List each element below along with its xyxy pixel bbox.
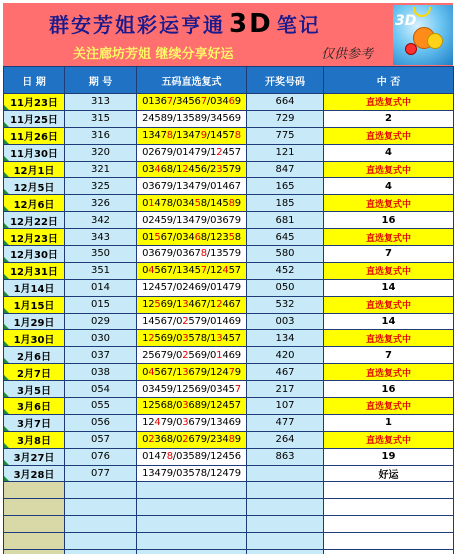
cell-date[interactable]: 1月14日 (4, 279, 65, 296)
table-row[interactable] (4, 195, 454, 212)
combo-digits: /034 (206, 96, 229, 108)
cell-issue[interactable]: 325 (65, 178, 137, 195)
combo-digits: /1347 (172, 130, 201, 142)
table-row[interactable] (4, 144, 454, 161)
cell-issue[interactable]: 030 (65, 330, 137, 347)
combo-hit-digit: 1 (148, 197, 155, 209)
cell-hit[interactable]: 14 (324, 313, 454, 330)
cell-issue[interactable]: 077 (65, 465, 137, 482)
combo-digits: 567/1345 (154, 265, 201, 277)
combo-digits: 0136 (142, 96, 167, 108)
cell-draw[interactable]: 729 (247, 110, 324, 127)
table-row[interactable] (4, 364, 454, 381)
cell-hit[interactable]: 直选复式中 (324, 398, 454, 415)
table-row[interactable] (4, 246, 454, 263)
empty-row[interactable] (4, 499, 454, 516)
empty-cell[interactable] (247, 482, 324, 499)
cell-date[interactable]: 3月28日 (4, 465, 65, 482)
empty-cell[interactable] (137, 516, 247, 533)
combo-hit-digit: 7 (200, 96, 207, 108)
cell-draw[interactable]: 134 (247, 330, 324, 347)
cell-draw[interactable]: 467 (247, 364, 324, 381)
cell-draw[interactable]: 050 (247, 279, 324, 296)
combo-hit-digit: 2 (216, 147, 223, 159)
combo-digits: 469 (222, 349, 241, 361)
combo-digits: 0 (142, 265, 149, 277)
table-row[interactable] (4, 448, 454, 465)
cell-draw[interactable]: 003 (247, 313, 324, 330)
cell-date[interactable]: 11月30日 (4, 144, 65, 161)
combo-digits: 0147 (142, 451, 167, 463)
cell-draw[interactable]: 264 (247, 431, 324, 448)
combo-digits: 569/0 (154, 332, 183, 344)
empty-cell[interactable] (247, 533, 324, 550)
empty-cell[interactable] (324, 499, 454, 516)
empty-cell[interactable] (324, 550, 454, 554)
cell-hit[interactable]: 16 (324, 381, 454, 398)
empty-cell[interactable] (4, 550, 65, 554)
empty-cell[interactable] (324, 482, 454, 499)
cell-issue[interactable]: 015 (65, 296, 137, 313)
cell-combo[interactable] (137, 364, 247, 381)
cell-combo[interactable] (137, 330, 247, 347)
cell-draw[interactable]: 452 (247, 262, 324, 279)
combo-digits: /3456 (172, 96, 201, 108)
combo-hit-digit: 8 (166, 451, 173, 463)
table-header-row (4, 67, 454, 94)
cell-combo[interactable] (137, 127, 247, 144)
cell-hit[interactable]: 4 (324, 144, 454, 161)
cell-issue[interactable]: 342 (65, 212, 137, 229)
combo-hit-digit: 8 (200, 248, 207, 260)
combo-hit-digit: 8 (228, 434, 235, 446)
table-row[interactable] (4, 262, 454, 279)
cell-draw[interactable]: 847 (247, 161, 324, 178)
combo-digits: 14567/0 (142, 316, 183, 328)
empty-cell[interactable] (4, 499, 65, 516)
cell-combo[interactable] (137, 195, 247, 212)
combo-hit-digit: 8 (228, 197, 235, 209)
cell-draw[interactable]: 532 (247, 296, 324, 313)
cell-combo[interactable] (137, 178, 247, 195)
empty-cell[interactable] (4, 533, 65, 550)
header-banner (3, 3, 453, 66)
combo-hit-digit: 2 (182, 434, 189, 446)
cell-hit[interactable]: 直选复式中 (324, 161, 454, 178)
cell-combo[interactable] (137, 347, 247, 364)
cell-issue[interactable]: 320 (65, 144, 137, 161)
empty-cell[interactable] (65, 550, 137, 554)
cell-hit[interactable]: 直选复式中 (324, 296, 454, 313)
combo-hit-digit: 4 (222, 265, 229, 277)
empty-cell[interactable] (4, 482, 65, 499)
empty-cell[interactable] (137, 550, 247, 554)
combo-digits: 679/124 (188, 366, 229, 378)
combo-digits: 12568/0 (142, 400, 183, 412)
combo-digits: 69/1 (160, 299, 183, 311)
header-combo[interactable]: 五码直选复式 (137, 67, 247, 94)
combo-digits: 567/1 (154, 366, 183, 378)
cell-hit[interactable]: 4 (324, 178, 454, 195)
empty-cell[interactable] (247, 550, 324, 554)
combo-digits: 456/2 (188, 164, 217, 175)
cell-combo[interactable] (137, 94, 247, 111)
ball-icon (427, 33, 443, 49)
cell-date[interactable]: 12月23日 (4, 229, 65, 246)
lottery-table (3, 66, 454, 554)
combo-digits: 9 (234, 197, 241, 209)
cell-draw[interactable]: 775 (247, 127, 324, 144)
ball-icon (405, 43, 417, 55)
empty-cell[interactable] (65, 533, 137, 550)
cell-date[interactable]: 12月22日 (4, 212, 65, 229)
cell-date[interactable]: 11月26日 (4, 127, 65, 144)
cell-draw[interactable]: 420 (247, 347, 324, 364)
cell-hit[interactable]: 7 (324, 347, 454, 364)
combo-digits: 689/12457 (188, 400, 241, 412)
cell-hit[interactable]: 直选复式中 (324, 195, 454, 212)
table-row[interactable] (4, 330, 454, 347)
cell-date[interactable]: 3月6日 (4, 398, 65, 415)
cell-issue[interactable]: 315 (65, 110, 137, 127)
cell-date[interactable]: 11月23日 (4, 94, 65, 111)
empty-cell[interactable] (137, 533, 247, 550)
empty-cell[interactable] (137, 482, 247, 499)
empty-cell[interactable] (65, 516, 137, 533)
cell-date[interactable]: 12月31日 (4, 262, 65, 279)
cell-draw[interactable]: 645 (247, 229, 324, 246)
cell-draw[interactable] (247, 465, 324, 482)
table-row[interactable] (4, 398, 454, 415)
cell-hit[interactable]: 直选复式中 (324, 330, 454, 347)
banner-title (49, 9, 379, 37)
combo-hit-digit: 3 (216, 332, 223, 344)
combo-hit-digit: 2 (182, 349, 189, 361)
cell-hit[interactable]: 直选复式中 (324, 364, 454, 381)
combo-digits: 8 (234, 231, 241, 243)
cell-draw[interactable]: 217 (247, 381, 324, 398)
cell-combo[interactable] (137, 448, 247, 465)
title-part1: 群安芳姐彩运亨通 (49, 13, 225, 37)
combo-hit-digit: 3 (216, 164, 223, 175)
cell-date[interactable]: 12月6日 (4, 195, 65, 212)
cell-date[interactable]: 3月8日 (4, 431, 65, 448)
combo-digits: 0 (142, 197, 149, 209)
combo-digits: 467 (222, 299, 241, 311)
cell-date[interactable]: 3月5日 (4, 381, 65, 398)
combo-digits: 9 (234, 366, 241, 378)
combo-digits: 457 (222, 332, 241, 344)
cell-draw[interactable]: 664 (247, 94, 324, 111)
cell-combo[interactable] (137, 414, 247, 431)
cell-issue[interactable]: 321 (65, 161, 137, 178)
cell-date[interactable]: 2月7日 (4, 364, 65, 381)
combo-digits: 0 (142, 366, 149, 378)
cell-combo[interactable] (137, 144, 247, 161)
cell-issue[interactable]: 029 (65, 313, 137, 330)
cell-combo[interactable] (137, 296, 247, 313)
combo-hit-digit: 7 (228, 366, 235, 378)
combo-hit-digit: 8 (166, 130, 173, 142)
empty-row[interactable] (4, 550, 454, 554)
cell-issue[interactable]: 037 (65, 347, 137, 364)
combo-hit-digit: 8 (234, 130, 241, 142)
cell-date[interactable]: 3月7日 (4, 414, 65, 431)
banner-subtitle: 关注廊坊芳姐 继续分享好运 (73, 47, 234, 62)
combo-digits: 03459/12569/0345 (142, 383, 235, 395)
cell-hit[interactable]: 直选复式中 (324, 127, 454, 144)
combo-hit-digit: 9 (200, 130, 207, 142)
combo-digits: 12 (142, 417, 155, 429)
table-row[interactable] (4, 414, 454, 431)
cell-date[interactable]: 12月1日 (4, 161, 65, 178)
table-row[interactable] (4, 431, 454, 448)
empty-cell[interactable] (4, 516, 65, 533)
combo-digits: 1347 (142, 130, 167, 142)
table-row[interactable] (4, 212, 454, 229)
empty-cell[interactable] (65, 482, 137, 499)
cell-combo[interactable] (137, 212, 247, 229)
logo-text: 3D (395, 13, 417, 29)
cell-issue[interactable]: 055 (65, 398, 137, 415)
header-date[interactable]: 日 期 (4, 67, 65, 94)
combo-hit-digit: 7 (200, 265, 207, 277)
combo-digits: 02459/13479/03679 (142, 214, 241, 226)
combo-digits: 368/0 (154, 434, 183, 446)
cell-combo[interactable] (137, 398, 247, 415)
combo-hit-digit: 3 (182, 417, 189, 429)
empty-row[interactable] (4, 482, 454, 499)
cell-issue[interactable]: 313 (65, 94, 137, 111)
combo-digits: 01 (142, 231, 155, 243)
combo-digits: 8/123 (200, 231, 229, 243)
table-row[interactable] (4, 229, 454, 246)
cell-combo[interactable] (137, 279, 247, 296)
combo-hit-digit: 5 (154, 299, 161, 311)
cell-hit[interactable]: 2 (324, 110, 454, 127)
cell-issue[interactable]: 038 (65, 364, 137, 381)
combo-hit-digit: 7 (166, 96, 173, 108)
empty-cell[interactable] (137, 499, 247, 516)
combo-digits: /03589/12456 (172, 451, 241, 463)
combo-digits: 0 (142, 434, 149, 446)
combo-digits: 9 (234, 96, 241, 108)
combo-digits: 578/1 (188, 332, 217, 344)
lottery-logo-icon (393, 5, 453, 65)
header-hit[interactable]: 中 否 (324, 67, 454, 94)
combo-hit-digit: 5 (228, 231, 235, 243)
combo-digits: 03679/13479/01467 (142, 180, 241, 192)
table-row[interactable] (4, 161, 454, 178)
cell-hit[interactable]: 直选复式中 (324, 94, 454, 111)
cell-issue[interactable]: 351 (65, 262, 137, 279)
combo-hit-digit: 4 (154, 164, 161, 175)
cell-draw[interactable]: 185 (247, 195, 324, 212)
combo-digits: 679/234 (188, 434, 229, 446)
combo-digits: 9 (234, 434, 241, 446)
combo-digits: 12 (142, 299, 155, 311)
cell-combo[interactable] (137, 161, 247, 178)
combo-hit-digit: 1 (216, 349, 223, 361)
title-3d: 3D (229, 9, 273, 39)
cell-date[interactable]: 2月6日 (4, 347, 65, 364)
combo-digits: 12457/02469/01479 (142, 282, 241, 294)
combo-hit-digit: 4 (148, 265, 155, 277)
cell-date[interactable]: 1月29日 (4, 313, 65, 330)
combo-digits: 13479/03578/12479 (142, 468, 241, 480)
cell-issue[interactable]: 054 (65, 381, 137, 398)
table-row[interactable] (4, 178, 454, 195)
combo-digits: 1 (142, 332, 149, 344)
table-body (4, 94, 454, 554)
combo-hit-digit: 2 (148, 434, 155, 446)
cell-combo[interactable] (137, 313, 247, 330)
title-part2: 笔记 (276, 13, 321, 37)
combo-hit-digit: 6 (194, 231, 201, 243)
cell-combo[interactable] (137, 229, 247, 246)
combo-hit-digit: 3 (182, 366, 189, 378)
combo-hit-digit: 2 (148, 332, 155, 344)
empty-cell[interactable] (65, 499, 137, 516)
combo-digits: 579/01469 (188, 316, 241, 328)
cell-combo[interactable] (137, 431, 247, 448)
cell-draw[interactable]: 165 (247, 178, 324, 195)
combo-digits: 68/1 (160, 164, 183, 175)
combo-hit-digit: 3 (182, 332, 189, 344)
table-row[interactable] (4, 94, 454, 111)
combo-digits: /1457 (206, 130, 235, 142)
combo-digits: 457 (222, 147, 241, 159)
combo-hit-digit: 3 (182, 400, 189, 412)
combo-digits: /12 (206, 265, 223, 277)
combo-digits: 24589/13589/34569 (142, 113, 241, 125)
cell-hit[interactable]: 14 (324, 279, 454, 296)
cell-hit[interactable]: 19 (324, 448, 454, 465)
empty-cell[interactable] (247, 499, 324, 516)
combo-digits: 569/0 (188, 349, 217, 361)
empty-cell[interactable] (324, 516, 454, 533)
combo-digits: 57 (228, 265, 241, 277)
cell-combo[interactable] (137, 381, 247, 398)
cell-hit[interactable]: 16 (324, 212, 454, 229)
combo-hit-digit: 2 (216, 299, 223, 311)
combo-digits: 478/034 (154, 197, 195, 209)
combo-digits: 579 (222, 164, 241, 175)
cell-issue[interactable]: 057 (65, 431, 137, 448)
cell-issue[interactable]: 343 (65, 229, 137, 246)
combo-hit-digit: 5 (194, 197, 201, 209)
combo-hit-digit: 3 (182, 299, 189, 311)
header-issue[interactable]: 期 号 (65, 67, 137, 94)
cell-draw[interactable]: 121 (247, 144, 324, 161)
cell-hit[interactable]: 直选复式中 (324, 431, 454, 448)
cell-issue[interactable]: 076 (65, 448, 137, 465)
banner-note: 仅供参考 (321, 47, 374, 62)
empty-row[interactable] (4, 533, 454, 550)
cell-date[interactable]: 3月27日 (4, 448, 65, 465)
table-row[interactable] (4, 347, 454, 364)
header-draw[interactable]: 开奖号码 (247, 67, 324, 94)
combo-digits: /13579 (206, 248, 241, 260)
cell-draw[interactable]: 477 (247, 414, 324, 431)
combo-hit-digit: 2 (182, 316, 189, 328)
combo-hit-digit: 2 (182, 164, 189, 175)
cell-draw[interactable]: 681 (247, 212, 324, 229)
empty-cell[interactable] (324, 533, 454, 550)
cell-combo[interactable] (137, 262, 247, 279)
empty-cell[interactable] (247, 516, 324, 533)
combo-digits: 02679/01479/1 (142, 147, 217, 159)
cell-draw[interactable]: 863 (247, 448, 324, 465)
cell-issue[interactable]: 326 (65, 195, 137, 212)
empty-row[interactable] (4, 516, 454, 533)
cell-issue[interactable]: 056 (65, 414, 137, 431)
cell-draw[interactable]: 580 (247, 246, 324, 263)
cell-combo[interactable] (137, 110, 247, 127)
combo-digits: 03679/0367 (142, 248, 201, 260)
table-row[interactable] (4, 465, 454, 482)
combo-digits: 467/1 (188, 299, 217, 311)
combo-digits: 79/0 (160, 417, 183, 429)
cell-date[interactable]: 1月15日 (4, 296, 65, 313)
cell-date[interactable]: 12月5日 (4, 178, 65, 195)
combo-hit-digit: 4 (154, 417, 161, 429)
combo-hit-digit: 7 (234, 383, 241, 395)
table-row[interactable] (4, 296, 454, 313)
cell-issue[interactable]: 350 (65, 246, 137, 263)
combo-digits: 679/13469 (188, 417, 241, 429)
cell-date[interactable]: 1月30日 (4, 330, 65, 347)
table-row[interactable] (4, 127, 454, 144)
table-row[interactable] (4, 279, 454, 296)
cell-combo[interactable] (137, 465, 247, 482)
cell-hit[interactable]: 直选复式中 (324, 229, 454, 246)
table-row[interactable] (4, 110, 454, 127)
cell-date[interactable]: 11月25日 (4, 110, 65, 127)
cell-issue[interactable]: 014 (65, 279, 137, 296)
combo-hit-digit: 5 (154, 231, 161, 243)
combo-digits: 8/145 (200, 197, 229, 209)
cell-hit[interactable]: 1 (324, 414, 454, 431)
cell-hit[interactable]: 好运 (324, 465, 454, 482)
combo-digits: 03 (142, 164, 155, 175)
cell-date[interactable]: 12月30日 (4, 246, 65, 263)
table-row[interactable] (4, 381, 454, 398)
combo-digits: 25679/0 (142, 349, 183, 361)
cell-hit[interactable]: 直选复式中 (324, 262, 454, 279)
combo-hit-digit: 6 (228, 96, 235, 108)
combo-digits: 67/034 (160, 231, 195, 243)
table-row[interactable] (4, 313, 454, 330)
cell-draw[interactable]: 107 (247, 398, 324, 415)
cell-issue[interactable]: 316 (65, 127, 137, 144)
combo-hit-digit: 4 (148, 366, 155, 378)
cell-hit[interactable]: 7 (324, 246, 454, 263)
cell-combo[interactable] (137, 246, 247, 263)
